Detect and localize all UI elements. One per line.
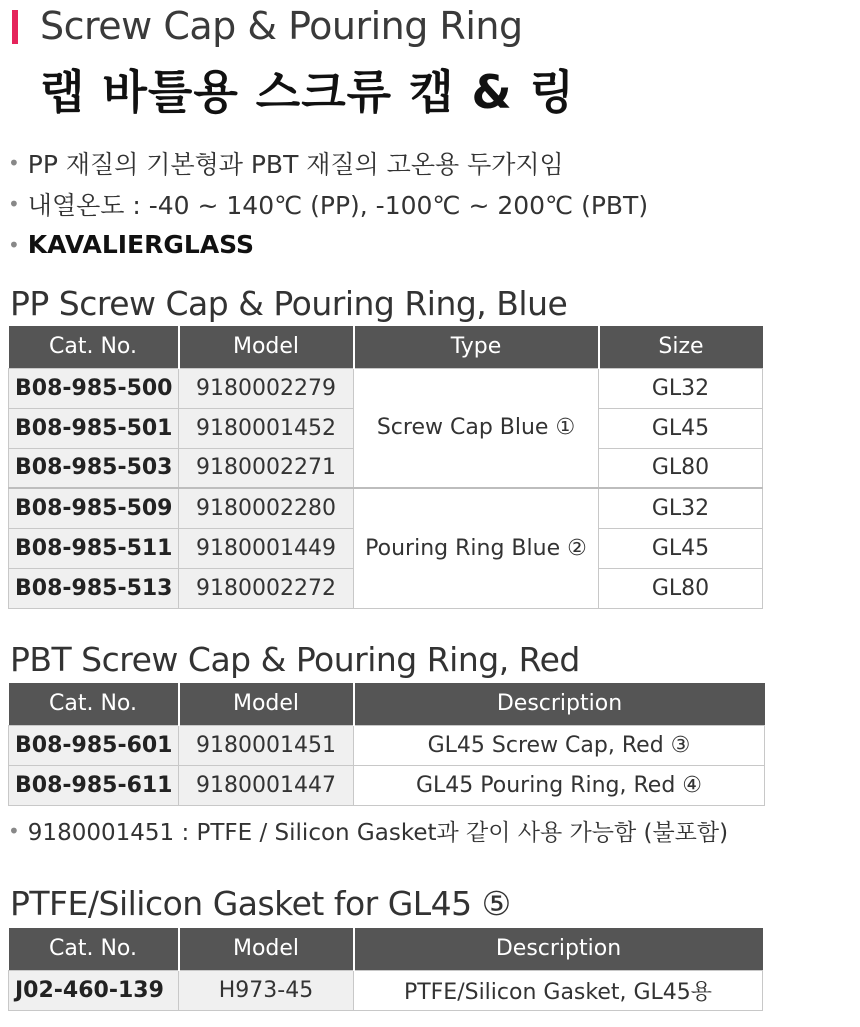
model-cell: 9180001447 [179,765,354,805]
description-cell: PTFE/Silicon Gasket, GL45용 [354,970,763,1010]
table-row [9,970,763,1010]
cat-no-cell: B08-985-500 [9,368,179,408]
table-row [9,725,765,765]
header-cat-no: Cat. No. [9,928,179,970]
header-model: Model [179,683,354,725]
type-cell: Screw Cap Blue ① [354,368,599,488]
model-cell: 9180002271 [179,448,354,488]
cat-no-cell: B08-985-503 [9,448,179,488]
cat-no-cell: B08-985-601 [9,725,179,765]
bullet-dot-icon: • [8,150,20,175]
table-header-row [9,928,763,970]
pp-table [8,326,763,609]
gasket-section-title: PTFE/Silicon Gasket for GL45 ⑤ [10,884,511,923]
model-cell: 9180002279 [179,368,354,408]
model-cell: H973-45 [179,970,354,1010]
table-row [9,368,763,408]
feature-item: • 내열온도 : -40 ~ 140℃ (PP), -100℃ ~ 200℃ (PBT) [8,190,649,220]
size-cell: GL45 [599,528,763,568]
bullet-dot-icon: • [8,818,20,843]
size-cell: GL32 [599,488,763,528]
table-header-row [9,326,763,368]
model-cell: 9180001451 [179,725,354,765]
feature-item: • PP 재질의 기본형과 PBT 재질의 고온용 두가지임 [8,149,564,179]
header-model: Model [179,928,354,970]
cat-no-cell: B08-985-611 [9,765,179,805]
size-cell: GL45 [599,408,763,448]
model-cell: 9180001452 [179,408,354,448]
cat-no-cell: B08-985-511 [9,528,179,568]
description-cell: GL45 Pouring Ring, Red ④ [354,765,765,805]
description-cell: GL45 Screw Cap, Red ③ [354,725,765,765]
accent-bar [12,10,18,44]
header-type: Type [354,326,599,368]
table-row [9,765,765,805]
size-cell: GL80 [599,568,763,608]
bullet-dot-icon: • [8,232,20,257]
size-cell: GL32 [599,368,763,408]
header-cat-no: Cat. No. [9,326,179,368]
type-cell: Pouring Ring Blue ② [354,488,599,608]
feature-item: • KAVALIERGLASS [8,230,255,259]
header-model: Model [179,326,354,368]
model-cell: 9180002280 [179,488,354,528]
model-cell: 9180001449 [179,528,354,568]
cat-no-cell: B08-985-509 [9,488,179,528]
page-title-ko: 랩 바틀용 스크류 캡 & 링 [40,65,576,119]
header-description: Description [354,928,763,970]
model-cell: 9180002272 [179,568,354,608]
pbt-section-title: PBT Screw Cap & Pouring Ring, Red [10,640,580,679]
cat-no-cell: B08-985-513 [9,568,179,608]
header-cat-no: Cat. No. [9,683,179,725]
page-title-en: Screw Cap & Pouring Ring [40,4,523,48]
cat-no-cell: B08-985-501 [9,408,179,448]
feature-list [8,142,858,265]
table-row [9,488,763,528]
pbt-table [8,683,765,806]
compatibility-note: • 9180001451 : PTFE / Silicon Gasket과 같이 사용 가능함 (불포함) [8,818,729,846]
table-header-row [9,683,765,725]
header-size: Size [599,326,763,368]
size-cell: GL80 [599,448,763,488]
bullet-dot-icon: • [8,191,20,216]
gasket-table [8,928,763,1011]
header-description: Description [354,683,765,725]
pp-section-title: PP Screw Cap & Pouring Ring, Blue [10,284,568,323]
cat-no-cell: J02-460-139 [9,970,179,1010]
